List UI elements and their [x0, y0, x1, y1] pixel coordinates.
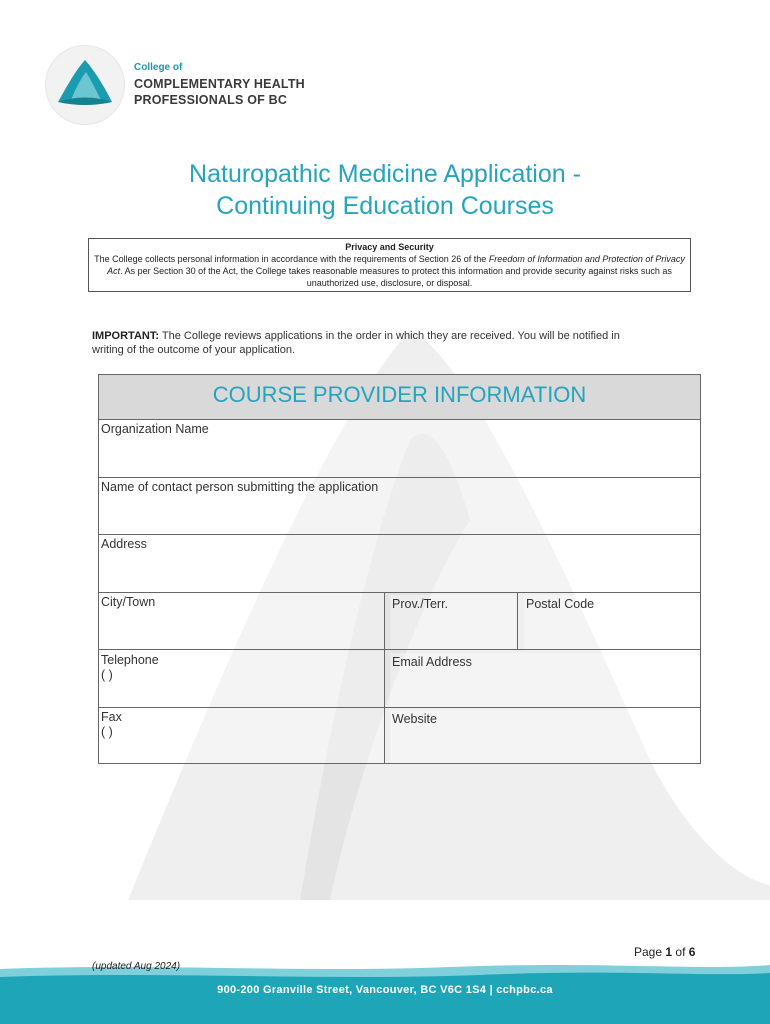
page-current: 1: [665, 945, 673, 959]
privacy-text: The College collects personal information in accordance with the requirements of Section 26 of the Freedom of Information and Protection of Privacy Act. As per Section 30 of the Act, the College takes reasonable measures to protect this information and provide security against risks such as unauthorized use, disclosure, or disposal.: [94, 254, 685, 288]
address-label: Address: [101, 537, 147, 551]
privacy-notice: [88, 238, 691, 292]
fax-label: Fax: [101, 710, 122, 724]
postal-code-field[interactable]: [524, 595, 699, 649]
province-label: Prov./Terr.: [392, 597, 449, 611]
page-total: 6: [688, 945, 696, 959]
organization-name-field[interactable]: [99, 420, 700, 477]
updated-date: (updated Aug 2024): [92, 961, 181, 972]
form-section-header: COURSE PROVIDER INFORMATION: [99, 375, 700, 420]
important-text: The College reviews applications in the order in which they are received. You will be notified in writing of the outcome of your application.: [92, 330, 620, 356]
website-label: Website: [392, 712, 437, 726]
telephone-label: Telephone: [101, 653, 159, 667]
logo-text-small: College of: [134, 62, 183, 73]
college-logo: [46, 46, 346, 126]
email-address-label: Email Address: [392, 655, 472, 669]
important-notice: [92, 329, 652, 357]
organization-name-label: Organization Name: [101, 422, 209, 436]
address-field[interactable]: [99, 535, 700, 592]
privacy-heading: Privacy and Security: [345, 242, 434, 252]
postal-code-label: Postal Code: [526, 597, 595, 611]
telephone-field[interactable]: [99, 651, 384, 707]
page-title-line2: Continuing Education Courses: [216, 192, 554, 220]
fax-field[interactable]: [99, 708, 384, 763]
contact-person-label: Name of contact person submitting the application: [101, 480, 379, 494]
fax-area-code: ( ): [101, 725, 113, 739]
course-provider-form: [98, 374, 701, 764]
page-number: Page 1 of 6: [634, 945, 696, 959]
city-town-label: City/Town: [101, 595, 156, 609]
footer-address: 900-200 Granville Street, Vancouver, BC V6C 1S4 | cchpbc.ca: [217, 984, 553, 996]
contact-person-field[interactable]: [99, 478, 700, 535]
logo-text-line2: PROFESSIONALS OF BC: [134, 93, 288, 107]
website-field[interactable]: [390, 710, 700, 763]
email-address-field[interactable]: [390, 653, 700, 707]
privacy-act-name: Freedom of Information and Protection of Privacy Act: [107, 254, 685, 276]
telephone-area-code: ( ): [101, 668, 113, 682]
city-town-field[interactable]: [99, 593, 384, 649]
important-label: IMPORTANT:: [92, 330, 160, 342]
province-field[interactable]: [390, 595, 516, 649]
page-title-line1: Naturopathic Medicine Application -: [189, 160, 581, 188]
logo-mountain-icon: [46, 46, 124, 124]
logo-text-line1: COMPLEMENTARY HEALTH: [134, 77, 305, 91]
